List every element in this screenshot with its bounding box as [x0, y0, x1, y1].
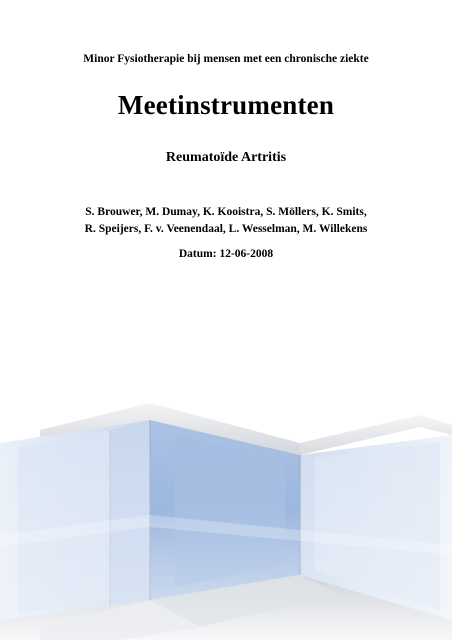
page-title: Meetinstrumenten [117, 90, 335, 120]
cover-graphic-icon [0, 395, 452, 640]
document-date: Datum: 12-06-2008 [178, 248, 274, 260]
authors-line-1: S. Brouwer, M. Dumay, K. Kooistra, S. Möllers, K. Smits, [85, 206, 367, 218]
author-list [0, 204, 452, 238]
course-line: Minor Fysiotherapie bij mensen met een chronische ziekte [83, 53, 369, 65]
topic-subtitle: Reumatoïde Artritis [165, 150, 287, 165]
authors-line-2: R. Speijers, F. v. Veenendaal, L. Wesselman, M. Willekens [84, 223, 368, 235]
